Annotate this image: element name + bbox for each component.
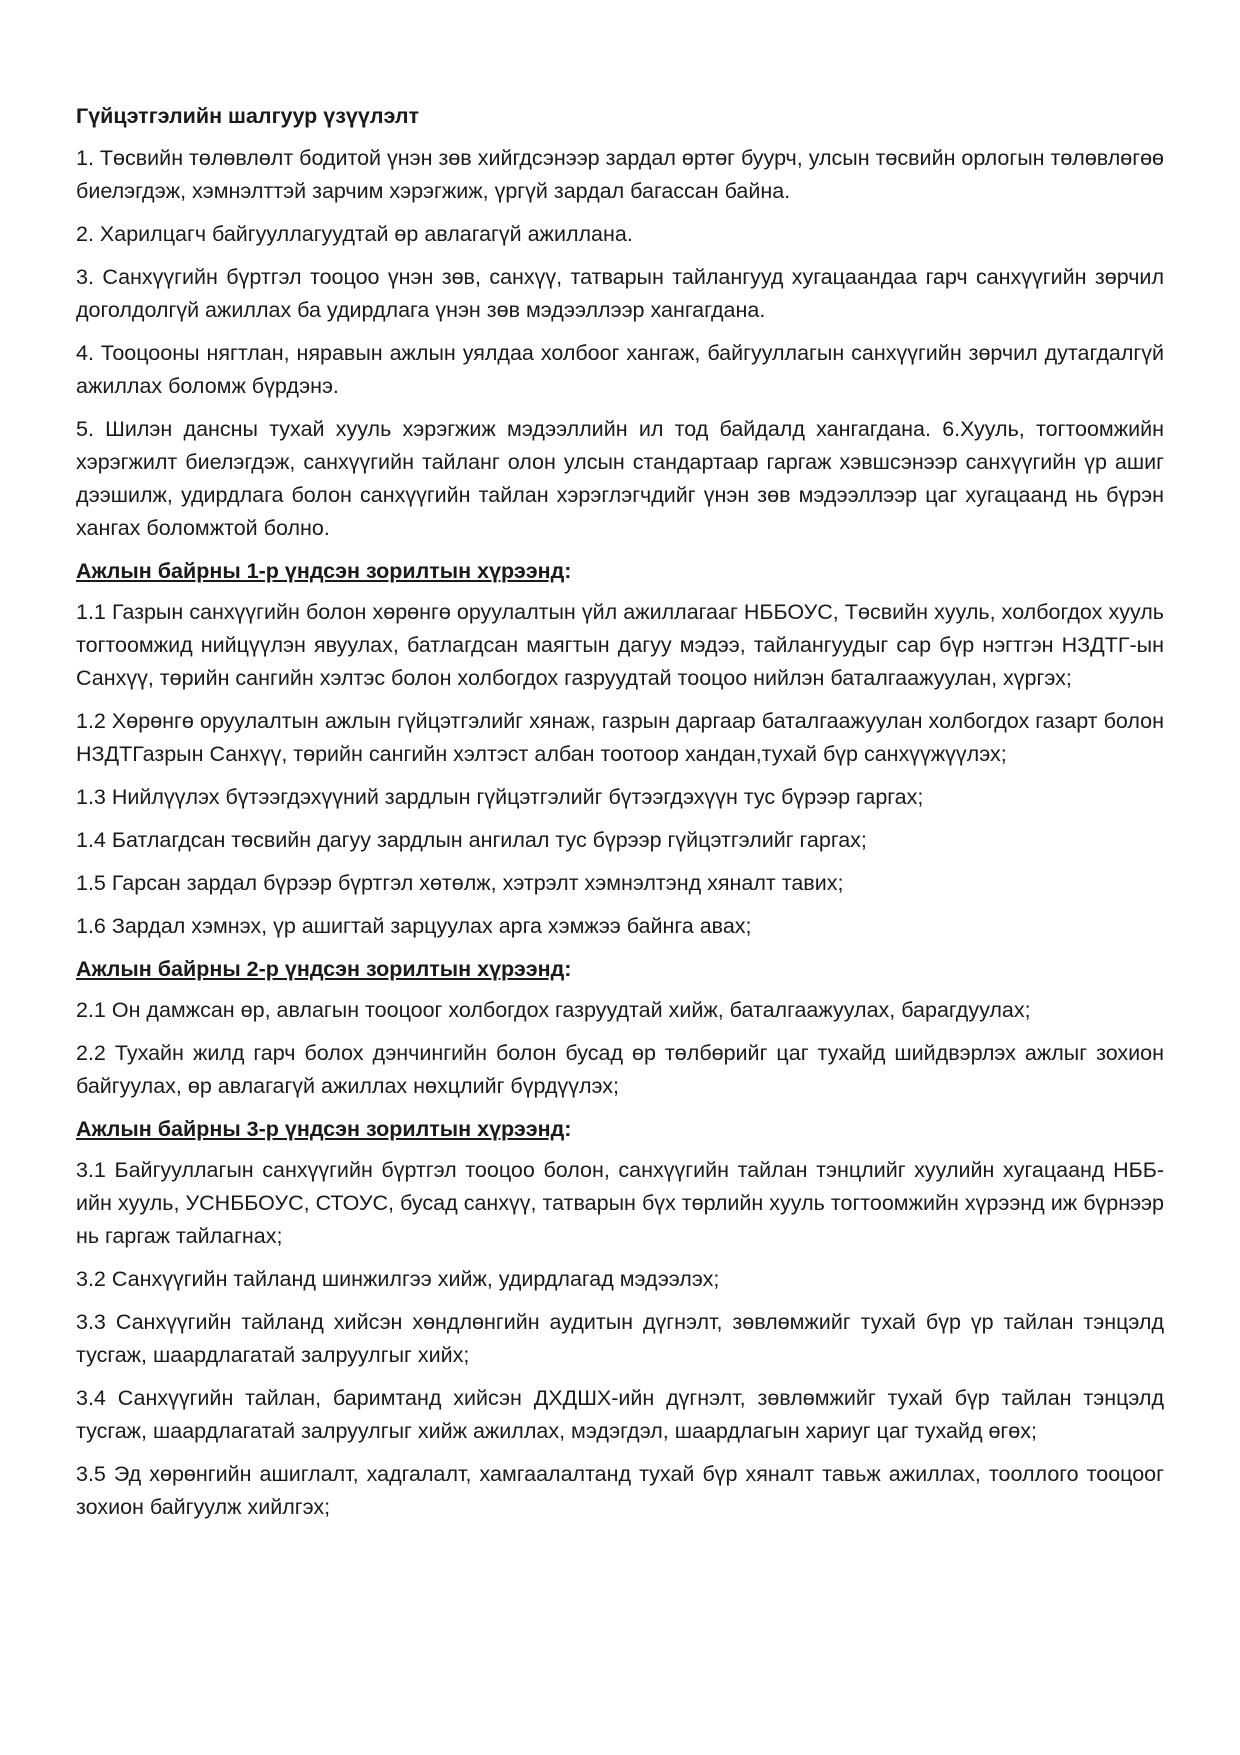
section-item: 1.6 Зардал хэмнэх, үр ашигтай зарцуулах арга хэмжээ байнга авах; — [76, 914, 752, 938]
document-title: Гүйцэтгэлийн шалгуур үзүүлэлт — [76, 104, 420, 128]
section-item: 3.2 Санхүүгийн тайланд шинжилгээ хийж, удирдлагад мэдээлэх; — [76, 1267, 720, 1291]
section-3 — [76, 1113, 1164, 1524]
section-item: 1.5 Гарсан зардал бүрээр бүртгэл хөтөлж, хэтрэлт хэмнэлтэнд хяналт тавих; — [76, 871, 844, 895]
criteria-item: 1. Төсвийн төлөвлөлт бодитой үнэн зөв хийгдсэнээр зардал өртөг буурч, улсын төсвийн орлогын төлөвлөгөө биелэгдэж, хэмнэлттэй зарчим хэрэгжиж, үргүй зардал багассан байна. — [76, 146, 1164, 203]
criteria-list — [76, 142, 1164, 545]
section-item: 3.5 Эд хөрөнгийн ашиглалт, хадгалалт, хамгаалалтанд тухай бүр хяналт тавьж ажиллах, тооллого тооцоог зохион байгуулж хийлгэх; — [76, 1462, 1164, 1519]
section-item: 3.3 Санхүүгийн тайланд хийсэн хөндлөнгийн аудитын дүгнэлт, зөвлөмжийг тухай бүр үр тайлан тэнцэлд тусгаж, шаардлагатай залруулгыг хийх; — [76, 1310, 1164, 1367]
section-1 — [76, 555, 1164, 943]
section-heading — [76, 953, 1164, 986]
section-item: 1.1 Газрын санхүүгийн болон хөрөнгө оруулалтын үйл ажиллагааг НББОУС, Төсвийн хууль, холбогдох хууль тогтоомжид нийцүүлэн явуулах, батлагдсан маягтын дагуу мэдээ, тайлангуудыг сар бүр нэгтгэн НЗДТГ-ын Санхүү, төрийн сангийн хэлтэс болон холбогдох газруудтай тооцоо нийлэн баталгаажуулан, хүргэх; — [76, 600, 1164, 690]
section-item: 1.4 Батлагдсан төсвийн дагуу зардлын ангилал тус бүрээр гүйцэтгэлийг гаргах; — [76, 828, 867, 852]
section-heading-colon: : — [564, 559, 572, 583]
section-heading — [76, 555, 1164, 588]
criteria-item: 5. Шилэн дансны тухай хууль хэрэгжиж мэдээллийн ил тод байдалд хангагдана. 6.Хууль, тогтоомжийн хэрэгжилт биелэгдэж, санхүүгийн тайланг олон улсын стандартаар гаргаж хэвшсэнээр санхүүгийн үр ашиг дээшилж, удирдлага болон санхүүгийн тайлан хэрэглэгчдийг үнэн зөв мэдээллээр цаг хугацаанд нь бүрэн хангах боломжтой болно. — [76, 417, 1164, 540]
section-heading-colon: : — [564, 957, 572, 981]
section-item: 2.2 Тухайн жилд гарч болох дэнчингийн болон бусад өр төлбөрийг цаг тухайд шийдвэрлэх ажлыг зохион байгуулах, өр авлагагүй ажиллах нөхцлийг бүрдүүлэх; — [76, 1041, 1164, 1098]
section-item: 3.1 Байгууллагын санхүүгийн бүртгэл тооцоо болон, санхүүгийн тайлан тэнцлийг хуулийн хугацаанд НББ-ийн хууль, УСНББОУС, СТОУС, бусад санхүү, татварын бүх төрлийн хууль тогтоомжийн хүрээнд иж бүрнээр нь гаргаж тайлагнах; — [76, 1158, 1164, 1248]
section-item: 1.2 Хөрөнгө оруулалтын ажлын гүйцэтгэлийг хянаж, газрын даргаар баталгаажуулан холбогдох газарт болон НЗДТГазрын Санхүү, төрийн сангийн хэлтэст албан тоотоор хандан,тухай бүр санхүүжүүлэх; — [76, 709, 1164, 766]
criteria-item: 4. Тооцооны нягтлан, няравын ажлын уялдаа холбоог хангаж, байгууллагын санхүүгийн зөрчил дутагдалгүй ажиллах боломж бүрдэнэ. — [76, 341, 1164, 398]
section-2 — [76, 953, 1164, 1103]
section-item: 2.1 Он дамжсан өр, авлагын тооцоог холбогдох газруудтай хийж, баталгаажуулах, барагдуулах; — [76, 998, 1031, 1022]
section-item: 3.4 Санхүүгийн тайлан, баримтанд хийсэн ДХДШХ-ийн дүгнэлт, зөвлөмжийг тухай бүр тайлан тэнцэлд тусгаж, шаардлагатай залруулгыг хийж ажиллах, мэдэгдэл, шаардлагын хариуг цаг тухайд өгөх; — [76, 1386, 1164, 1443]
section-heading-text: Ажлын байрны 2-р үндсэн зорилтын хүрээнд — [76, 957, 565, 981]
section-heading-text: Ажлын байрны 3-р үндсэн зорилтын хүрээнд — [76, 1117, 565, 1141]
criteria-item: 3. Санхүүгийн бүртгэл тооцоо үнэн зөв, санхүү, татварын тайлангууд хугацаандаа гарч санхүүгийн зөрчил доголдолгүй ажиллах ба удирдлага үнэн зөв мэдээллээр хангагдана. — [76, 265, 1164, 322]
section-heading — [76, 1113, 1164, 1146]
criteria-item: 2. Харилцагч байгууллагуудтай өр авлагагүй ажиллана. — [76, 222, 633, 246]
section-heading-text: Ажлын байрны 1-р үндсэн зорилтын хүрээнд — [76, 559, 565, 583]
section-heading-colon: : — [564, 1117, 572, 1141]
section-item: 1.3 Нийлүүлэх бүтээгдэхүүний зардлын гүйцэтгэлийг бүтээгдэхүүн тус бүрээр гаргах; — [76, 785, 924, 809]
